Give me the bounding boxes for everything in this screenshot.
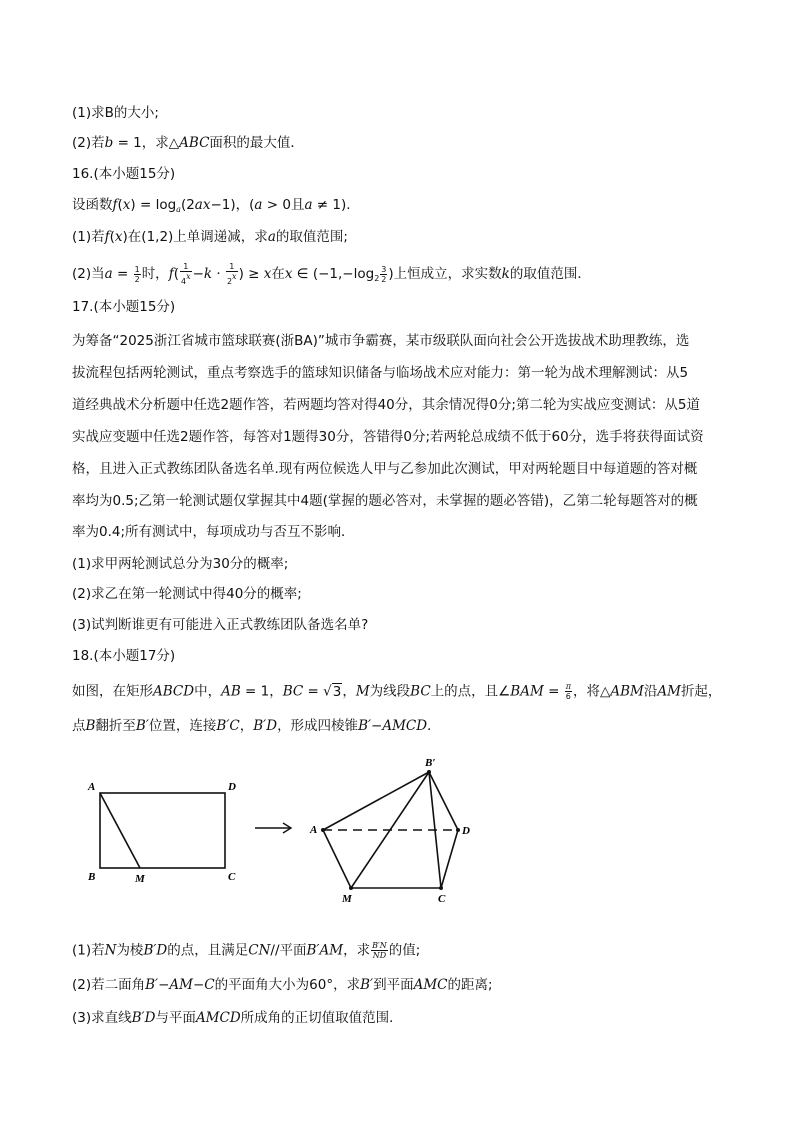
q17-para-line: 率为0.4;所有测试中，每项成功与否互不影响．: [72, 524, 355, 540]
segment-am: [100, 793, 140, 868]
q16-part1: (1)若f(x)在(1,2)上单调递减，求a的取值范围;: [72, 229, 348, 245]
q18-text-line1: 如图，在矩形ABCD中，AB = 1，BC = √3，M为线段BC上的点，且∠BAM = $\frac{\pi}{6}$ ，将△ABM沿AM折起，: [72, 682, 722, 701]
q16-header: 16.(本小题15分): [72, 166, 176, 182]
label-pyr-c: C: [438, 893, 446, 905]
q18-part2: (2)若二面角B′−AM−C的平面角大小为60°，求B′到平面AMC的距离;: [72, 977, 493, 993]
q15-part1: (1)求B的大小;: [72, 105, 159, 121]
label-rect-m: M: [135, 873, 145, 885]
label-pyr-m: M: [342, 893, 352, 905]
q17-header: 17.(本小题15分): [72, 299, 176, 315]
q18-part1: (1)若N为棱B′D的点，且满足CN//平面B′AM，求 $\frac{B'N}{ND}$ 的值;: [72, 941, 421, 960]
rectangle-abcd: [100, 793, 225, 868]
q17-para-line: 拔流程包括两轮测试，重点考察选手的篮球知识储备与临场战术应对能力：第一轮为战术理解测试：从5: [72, 365, 689, 381]
label-pyr-a: A: [310, 824, 318, 836]
label-rect-d: D: [228, 781, 236, 793]
q17-part3: (3)试判断谁更有可能进入正式教练团队备选名单?: [72, 617, 369, 633]
q18-part3: (3)求直线B′D与平面AMCD所成角的正切值取值范围．: [72, 1010, 403, 1026]
q17-para-line: 格，且进入正式教练团队备选名单.现有两位候选人甲与乙参加此次测试，甲对两轮题目中每道题的答对概: [72, 461, 698, 477]
q18-header: 18.(本小题17分): [72, 648, 176, 664]
label-rect-b: B: [88, 871, 96, 883]
q17-part1: (1)求甲两轮测试总分为30分的概率;: [72, 556, 289, 572]
q17-para-line: 为筹备“2025浙江省城市篮球联赛(浙BA)”城市争霸赛，某市级联队面向社会公开选拔战术助理教练，选: [72, 333, 690, 349]
q17-para-line: 道经典战术分析题中任选2题作答，若两题均答对得40分，其余情况得0分;第二轮为实战应变测试：从5道: [72, 397, 700, 413]
q15-part2: (2)若b = 1，求△ABC面积的最大值．: [72, 135, 304, 151]
q16-intro: 设函数$f(x) = \log_a(2ax-1)$，(a > 0且a ≠ 1).: [72, 197, 351, 214]
edge-bp-a: [323, 772, 429, 830]
q17-part2: (2)求乙在第一轮测试中得40分的概率;: [72, 586, 302, 602]
q17-para-line: 实战应变题中任选2题作答，每答对1题得30分，答错得0分;若两轮总成绩不低于60分，选手将获得面试资: [72, 429, 704, 445]
label-rect-a: A: [88, 781, 96, 793]
label-pyr-bprime: B′: [425, 757, 436, 769]
q17-para-line: 率均为0.5;乙第一轮测试题仅掌握其中4题(掌握的题必答对，未掌握的题必答错)，乙第二轮每题答对的概: [72, 493, 698, 509]
edge-a-m: [323, 830, 351, 888]
label-rect-c: C: [228, 871, 236, 883]
q18-text-line2: 点B翻折至B′位置，连接B′C，B′D，形成四棱锥B′−AMCD．: [72, 718, 441, 734]
q16-part2: (2)当a = $\frac{1}{2}$ 时，f( $\frac{1}{4^x}$ −k · $\frac{1}{2^x}$ ) ≥ x在x ∈ ($-1,-\log_2$ $\frac{3}{2}$ )上恒成立，求实数k的取值范围．: [72, 262, 591, 286]
edge-c-d: [441, 830, 458, 888]
label-pyr-d: D: [462, 825, 470, 837]
geometry-figure: [0, 750, 794, 910]
